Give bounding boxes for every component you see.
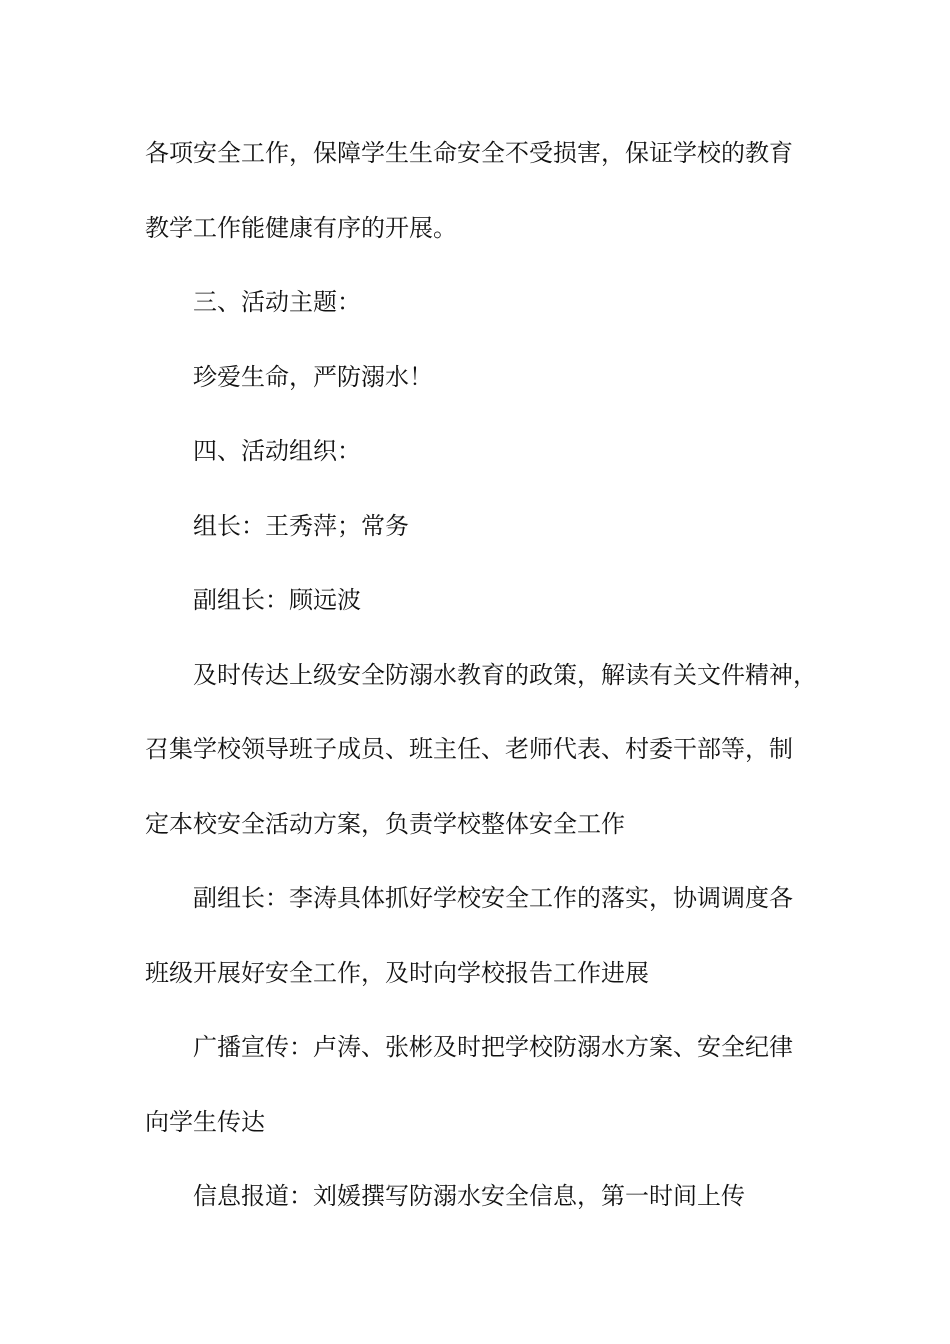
paragraph-line: 定本校安全活动方案，负责学校整体安全工作: [145, 809, 625, 838]
section-heading: 三、活动主题：: [193, 288, 361, 316]
paragraph-line: 及时传达上级安全防溺水教育的政策，解读有关文件精神，: [193, 660, 817, 689]
paragraph-line: 各项安全工作，保障学生生命安全不受损害，保证学校的教育: [145, 139, 793, 167]
section-heading: 四、活动组织：: [193, 437, 361, 465]
paragraph-line: 副组长：李涛具体抓好学校安全工作的落实，协调调度各: [193, 884, 793, 912]
paragraph-line: 召集学校领导班子成员、班主任、老师代表、村委干部等，制: [145, 735, 793, 763]
paragraph-line: 信息报道：刘媛撰写防溺水安全信息，第一时间上传: [193, 1182, 745, 1210]
paragraph-line: 班级开展好安全工作，及时向学校报告工作进展: [145, 958, 649, 987]
paragraph-line: 广播宣传：卢涛、张彬及时把学校防溺水方案、安全纪律: [193, 1033, 793, 1061]
document-body: [145, 130, 817, 1248]
paragraph-line: 珍爱生命，严防溺水！: [193, 362, 433, 391]
paragraph-line: 向学生传达: [145, 1107, 265, 1136]
paragraph-line: 教学工作能健康有序的开展。: [145, 213, 457, 242]
paragraph-line: 组长：王秀萍；常务: [193, 511, 409, 540]
paragraph-line: 副组长：顾远波: [193, 586, 361, 614]
